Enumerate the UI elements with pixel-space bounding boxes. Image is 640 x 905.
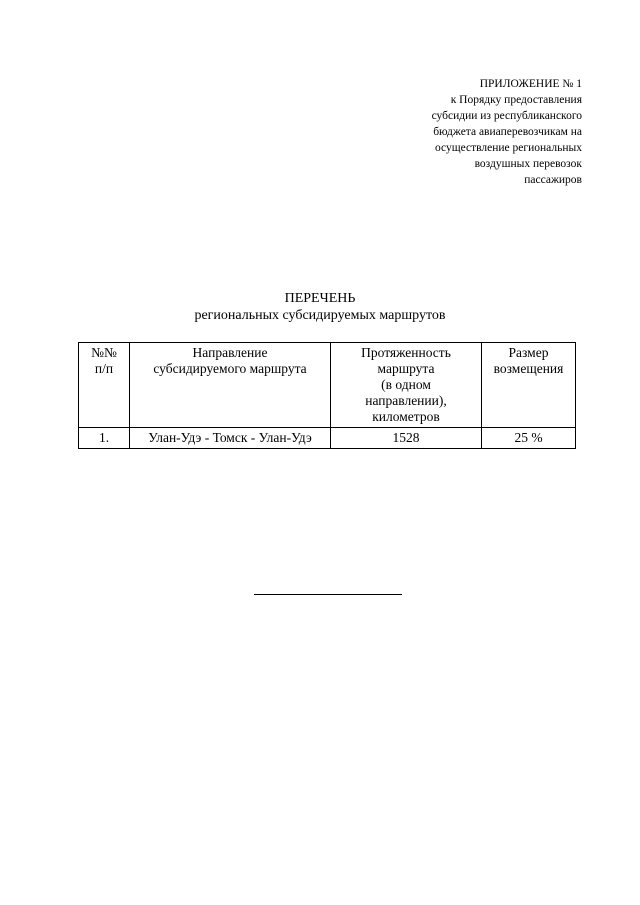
cell-length: 1528 xyxy=(331,428,482,449)
cell-compensation: 25 % xyxy=(482,428,576,449)
header-text: километров xyxy=(372,409,440,424)
header-text: п/п xyxy=(94,361,114,376)
header-number xyxy=(79,343,130,428)
heading-title: ПЕРЕЧЕНЬ xyxy=(284,291,356,306)
header-text: Размер xyxy=(508,345,549,360)
header-text: направлении), xyxy=(365,393,447,408)
table-row xyxy=(79,428,576,449)
list-heading xyxy=(0,290,640,324)
header-compensation xyxy=(482,343,576,428)
cell-number: 1. xyxy=(79,428,130,449)
appendix-line: субсидии из республиканского xyxy=(431,110,582,122)
appendix-line: воздушных перевозок xyxy=(474,158,582,170)
header-text: возмещения xyxy=(493,361,564,376)
header-text: (в одном xyxy=(381,377,431,392)
closing-line xyxy=(254,594,402,595)
header-text: №№ xyxy=(91,345,117,360)
appendix-line: к Порядку предоставления xyxy=(450,94,582,106)
header-text: Направление xyxy=(192,345,268,360)
appendix-title: ПРИЛОЖЕНИЕ № 1 xyxy=(479,78,582,90)
cell-direction: Улан-Удэ - Томск - Улан-Удэ xyxy=(130,428,331,449)
header-direction xyxy=(130,343,331,428)
heading-subtitle: региональных субсидируемых маршрутов xyxy=(194,308,446,323)
table-header-row xyxy=(79,343,576,428)
header-length xyxy=(331,343,482,428)
appendix-line: осуществление региональных xyxy=(435,142,582,154)
header-text: субсидируемого маршрута xyxy=(153,361,307,376)
routes-table xyxy=(78,342,576,449)
appendix-line: пассажиров xyxy=(524,174,582,186)
header-text: Протяженность xyxy=(361,345,451,360)
appendix-block xyxy=(352,76,582,188)
appendix-line: бюджета авиаперевозчикам на xyxy=(433,126,582,138)
header-text: маршрута xyxy=(377,361,435,376)
